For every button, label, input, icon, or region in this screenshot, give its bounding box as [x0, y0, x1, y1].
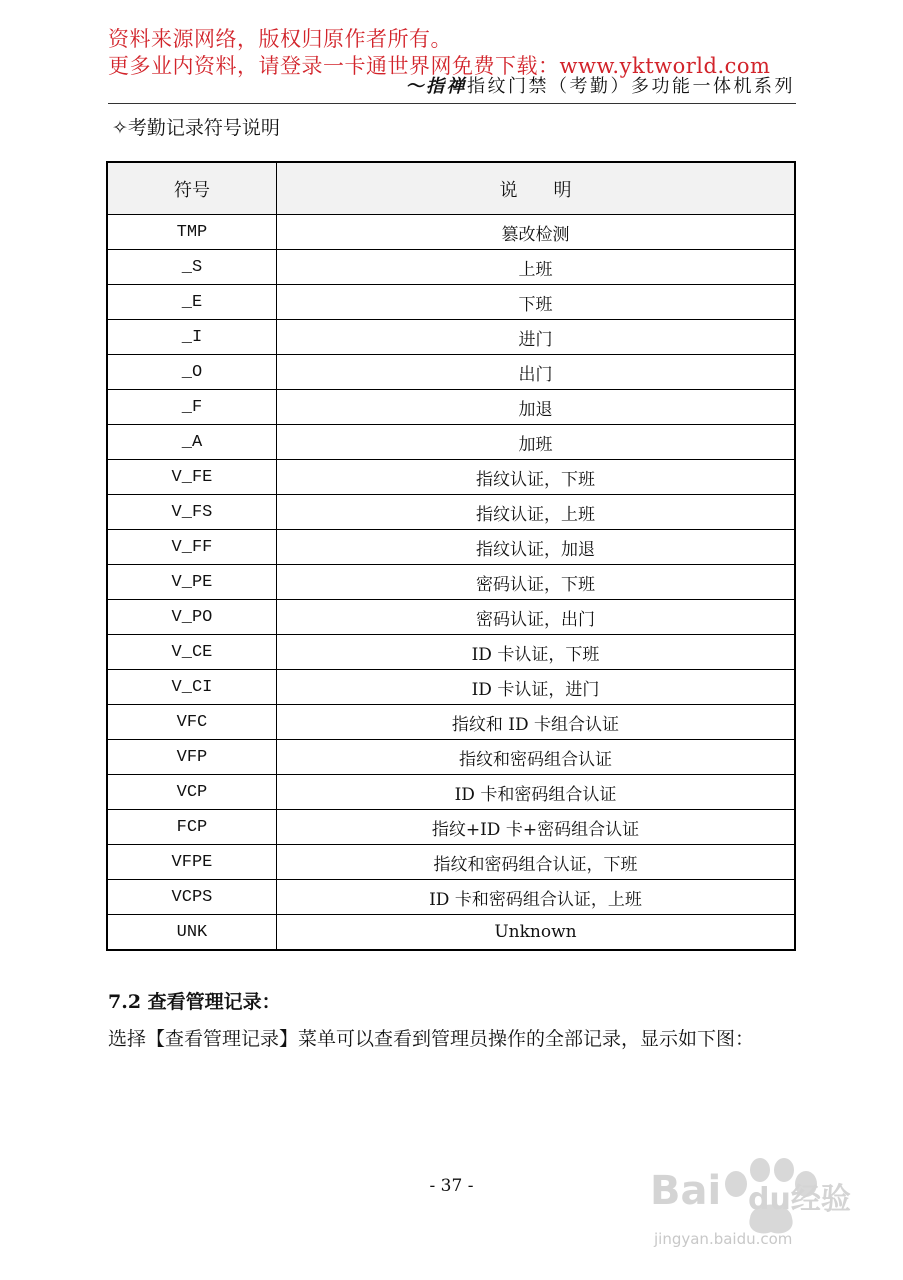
description-cell: ID 卡认证，下班	[276, 635, 795, 670]
attendance-symbol-table	[106, 161, 796, 951]
table-row	[107, 670, 795, 705]
description-cell: 密码认证，出门	[276, 600, 795, 635]
description-cell: ID 卡和密码组合认证	[276, 775, 795, 810]
watermark-logo-text-2: du经验	[748, 1182, 851, 1217]
symbol-cell: _F	[107, 390, 276, 425]
baidu-jingyan-watermark	[640, 1140, 880, 1270]
subsection-title: 7.2 查看管理记录：	[108, 991, 281, 1013]
symbol-cell: VFP	[107, 740, 276, 775]
symbol-cell: _S	[107, 250, 276, 285]
symbol-cell: V_FS	[107, 495, 276, 530]
description-cell: 指纹和密码组合认证，下班	[276, 845, 795, 880]
column-header-description: 说 明	[276, 162, 795, 215]
column-header-symbol: 符号	[107, 162, 276, 215]
symbol-cell: TMP	[107, 215, 276, 250]
symbol-cell: VCP	[107, 775, 276, 810]
table-row	[107, 810, 795, 845]
description-cell: 指纹认证，加退	[276, 530, 795, 565]
table-row	[107, 845, 795, 880]
table-row	[107, 425, 795, 460]
header-divider	[108, 103, 796, 104]
section-title: ✧考勤记录符号说明	[112, 117, 280, 139]
description-cell: 下班	[276, 285, 795, 320]
table-row	[107, 635, 795, 670]
watermark-logo-text: Bai	[650, 1168, 722, 1214]
table-row	[107, 320, 795, 355]
symbol-cell: V_FF	[107, 530, 276, 565]
table-row	[107, 740, 795, 775]
table-row	[107, 705, 795, 740]
symbol-cell: V_CE	[107, 635, 276, 670]
symbol-cell: V_FE	[107, 460, 276, 495]
description-cell: 指纹和 ID 卡组合认证	[276, 705, 795, 740]
symbol-cell: _A	[107, 425, 276, 460]
page-number: - 37 -	[429, 1176, 474, 1196]
symbol-cell: FCP	[107, 810, 276, 845]
description-cell: Unknown	[276, 915, 795, 951]
description-cell: 进门	[276, 320, 795, 355]
table-row	[107, 880, 795, 915]
symbol-cell: V_PO	[107, 600, 276, 635]
body-paragraph: 选择【查看管理记录】菜单可以查看到管理员操作的全部记录，显示如下图：	[108, 1028, 755, 1050]
table-body	[107, 215, 795, 951]
table-row	[107, 565, 795, 600]
table-row	[107, 495, 795, 530]
description-cell: 密码认证，下班	[276, 565, 795, 600]
table-row	[107, 355, 795, 390]
description-cell: ID 卡认证，进门	[276, 670, 795, 705]
table-row	[107, 775, 795, 810]
table-row	[107, 250, 795, 285]
symbol-cell: V_PE	[107, 565, 276, 600]
symbol-cell: VCPS	[107, 880, 276, 915]
description-cell: 指纹认证，上班	[276, 495, 795, 530]
description-cell: 指纹认证，下班	[276, 460, 795, 495]
description-cell: 指纹和密码组合认证	[276, 740, 795, 775]
header-brand: 〜指禅	[405, 76, 467, 97]
description-cell: ID 卡和密码组合认证，上班	[276, 880, 795, 915]
symbol-cell: UNK	[107, 915, 276, 951]
table-row	[107, 530, 795, 565]
table-row	[107, 600, 795, 635]
symbol-cell: V_CI	[107, 670, 276, 705]
table-row	[107, 460, 795, 495]
table-row	[107, 215, 795, 250]
table-row	[107, 285, 795, 320]
description-cell: 指纹+ID 卡+密码组合认证	[276, 810, 795, 845]
table-row	[107, 390, 795, 425]
header-series-title: 指纹门禁（考勤）多功能一体机系列	[467, 76, 795, 97]
symbol-cell: _I	[107, 320, 276, 355]
description-cell: 出门	[276, 355, 795, 390]
symbol-cell: _E	[107, 285, 276, 320]
source-notice-line-1: 资料来源网络，版权归原作者所有。	[108, 27, 452, 51]
symbol-cell: VFPE	[107, 845, 276, 880]
watermark-url: jingyan.baidu.com	[654, 1230, 793, 1248]
symbol-cell: VFC	[107, 705, 276, 740]
table-row	[107, 915, 795, 951]
source-notice-line-2: 更多业内资料，请登录一卡通世界网免费下载：www.yktworld.com	[108, 54, 771, 78]
table-header-row	[107, 162, 795, 215]
description-cell: 上班	[276, 250, 795, 285]
description-cell: 加班	[276, 425, 795, 460]
symbol-cell: _O	[107, 355, 276, 390]
running-header	[406, 76, 796, 98]
description-cell: 篡改检测	[276, 215, 795, 250]
description-cell: 加退	[276, 390, 795, 425]
